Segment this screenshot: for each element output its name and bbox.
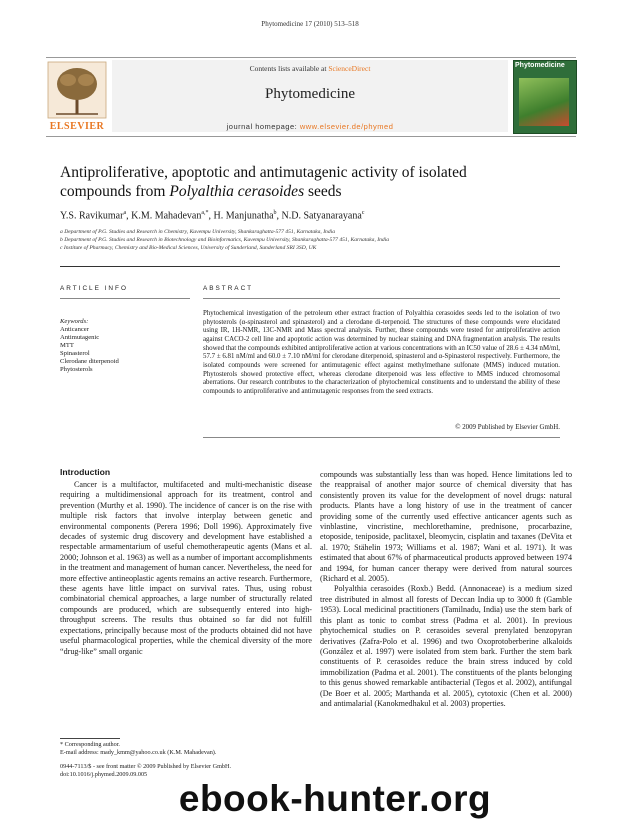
body-paragraph: Cancer is a multifactor, multifaceted and multi-mechanistic disease requiring a multidimensional approach for its treatment, control and prevention (Murthy et al. 1990). The incidence of cancer is on the rise with multiple risk factors that involve interplay between genetic and environmental components (Perera 1996; Doll 1996). Approximately five decades of systemic drug discovery and development have established a respectable armamentarium of useful chemotherapeutic agents (Mans et al. 2000; Johnson et al. 1963) as well as a number of important accomplishments in the treatment and management of human cancer. Nevertheless, the need for more effective antineoplastic agents remains an active research. Furthermore, these agents have little impact on survival rates. Thus, using robust combinatorial chemical approaches, a large number of structurally related compounds are produced, which are subsequently entered into high-throughput screens. The results thus obtained so far did not fulfill expectations, principally because most of the products obtained did not have useful pharmacological properties, while the chemical diversity of the more “drug-like” small organic (60, 480, 312, 656)
author-sup: b (273, 210, 277, 216)
sciencedirect-link[interactable]: ScienceDirect (328, 64, 371, 73)
affiliation: a Department of P.G. Studies and Research in Chemistry, Kuvempu University, Shankaraghatta-577 451, Karnataka, India (60, 229, 335, 235)
article-info-heading: ARTICLE INFO (60, 285, 128, 292)
body-paragraph: Polyalthia cerasoides (Roxb.) Bedd. (Annonaceae) is a medium sized tree distributed in almost all forests of Deccan India up to 3000 ft (Gamble 1953). Local medicinal practitioners (Tamilnadu, India) use the stem bark of this plant as tonic to combat stress (Padma et al. 2001). In previous phytochemical studies on P. cerasoides several prenylated benzopyran derivatives (Zafra-Polo et al. 1996) and two Oxoprotoberberine alkaloids (González et al. 1997) were isolated from stem bark. Further the stem bark constituents of P. cerasoides reduce the brain stress induced by cold immobilization (Padma et al. 2001). The constituents of the plants belonging to this genus showed remarkable antibacterial (Tegos et al. 2002), antifungal (De Boer et al. 2005; Marthanda et al. 2005), cytotoxic (Chen et al. 2000) and antimalarial (Kanokmedhakul et al. 2003) properties. (320, 584, 572, 708)
divider (203, 437, 560, 438)
abstract-text: Phytochemical investigation of the petroleum ether extract fraction of Polyalthia cerasoides seeds led to the isolation of two phytosterols (α-spinasterol and spinasterol) and a clerodane di-terpenoid. The structures of these compounds were elucidated using IR, 1H-NMR, 13C-NMR and Mass spectral analysis. Further, these compounds were tested for antiproliferative action against CACO-2 cell line and apoptotic action was determined by nuclear staining and DNA fragmentation analysis. The results showed that the compounds exhibited antiproliferative action at various concentrations with an IC50 value of 28.6 ± 4.34 nM/ml, 57.7 ± 6.81 nM/ml and 60.0 ± 7.10 nM/ml for clerodane diterpenoid, spinasterol and α-Spinasterol respectively. Furthermore, the isolated compounds were screened for antimutagenic effect against methylmethane sulfonate (MMS) induced mutation. Phytosterols showed protective effect, whereas clerodane diterpenoid was less effective to MMS induced chromosomal aberrations. Our research contributes to the characterization of phytochemical constituents and to understand the ability of these compounds to antiproliferative and antimutagenic responses from the seed extracts. (203, 310, 560, 395)
corresponding-author: * Corresponding author. (60, 741, 120, 748)
title-species: Polyalthia cerasoides (169, 183, 305, 200)
body-paragraph: compounds was substantially less than was hoped. Hence limitations led to the reappraisal of another major source of chemical diversity that has consistently proven its value for the development of novel drugs: natural products. Plants have a long history of use in the treatment of cancer providing some of the currently used effective anticancer agents such as vinblastine, vincristine, mechlorethamine, prednisone, procarbazine, etoposide, teniposide, paclitaxel, bleomycin, cisplatin and taxanes (DeVita et al. 1970; Stähelin 1973; Williams et al. 1987; Wani et al. 1971). It was estimated that about 67% of pharmaceutical products approved between 1974 and 1994, for human cancer therapy were derived from natural sources (Richard et al. 2005). (320, 470, 572, 584)
keyword: MTT (60, 342, 74, 349)
author-sup: a (123, 210, 127, 216)
body-column-right (320, 470, 572, 709)
homepage-link[interactable]: www.elsevier.de/phymed (299, 122, 394, 131)
author-list: Y.S. Ravikumar$^a$, K.M. Mahadevan$^{a,*}$, H. Manjunatha$^b$, N.D. Satyanarayana$^c$ (60, 210, 365, 222)
footnote-rule (60, 738, 120, 739)
affiliation: c Institute of Pharmacy, Chemistry and Bio-Medical Sciences, University of Sunderland, Sunderland SRI 3SD, UK (60, 245, 317, 251)
author-sup: c (361, 210, 365, 216)
author: N.D. Satyanarayana (281, 210, 362, 222)
email-address: E-mail address: mady_kmm@yahoo.co.uk (K.M. Mahadevan). (60, 749, 217, 756)
author: H. Manjunatha (213, 210, 274, 222)
cover-title: Phytomedicine (515, 62, 565, 69)
abstract-heading: ABSTRACT (203, 285, 254, 292)
keyword: Phytosterols (60, 366, 93, 373)
keyword: Spinasterol (60, 350, 90, 357)
introduction-heading: Introduction (60, 467, 111, 477)
homepage-prefix: journal homepage: (226, 122, 300, 131)
title-line-2b: seeds (304, 183, 342, 200)
title-line-2a: compounds from (60, 183, 170, 200)
journal-homepage (112, 122, 508, 131)
body-column-left (60, 480, 312, 657)
keywords-label: Keywords: (60, 318, 89, 325)
issn-line: 0944-7113/$ - see front matter © 2009 Published by Elsevier GmbH. (60, 763, 231, 770)
keyword: Clerodane diterpenoid (60, 358, 119, 365)
divider (60, 266, 560, 267)
keyword: Anticancer (60, 326, 89, 333)
doi-line[interactable]: doi:10.1016/j.phymed.2009.09.005 (60, 771, 148, 778)
author-sup: a,* (201, 210, 209, 216)
title-line-1: Antiproliferative, apoptotic and antimutagenic activity of isolated (60, 164, 467, 181)
journal-title: Phytomedicine (265, 86, 355, 102)
keyword-list (60, 326, 119, 374)
watermark-text: ebook-hunter.org (178, 778, 492, 819)
cover-plant-image (519, 78, 569, 126)
journal-citation: Phytomedicine 17 (2010) 513–518 (261, 20, 359, 28)
abstract-copyright: © 2009 Published by Elsevier GmbH. (455, 424, 560, 431)
contents-prefix: Contents lists available at (249, 64, 329, 73)
article-title (60, 163, 580, 201)
contents-line (112, 64, 508, 73)
divider (203, 298, 560, 299)
publisher-logo-text: ELSEVIER (49, 121, 105, 132)
divider (60, 298, 190, 299)
author: K.M. Mahadevan (131, 210, 202, 222)
author: Y.S. Ravikumar (60, 210, 124, 222)
affiliation: b Department of P.G. Studies and Research in Biotechnology and Bioinformatics, Kuvempu University, Shankaraghatta-577 451, Karnataka, India (60, 237, 390, 243)
keyword: Antimutagenic (60, 334, 100, 341)
footnote-corresponding (60, 741, 310, 757)
footnote-issn (60, 763, 310, 779)
